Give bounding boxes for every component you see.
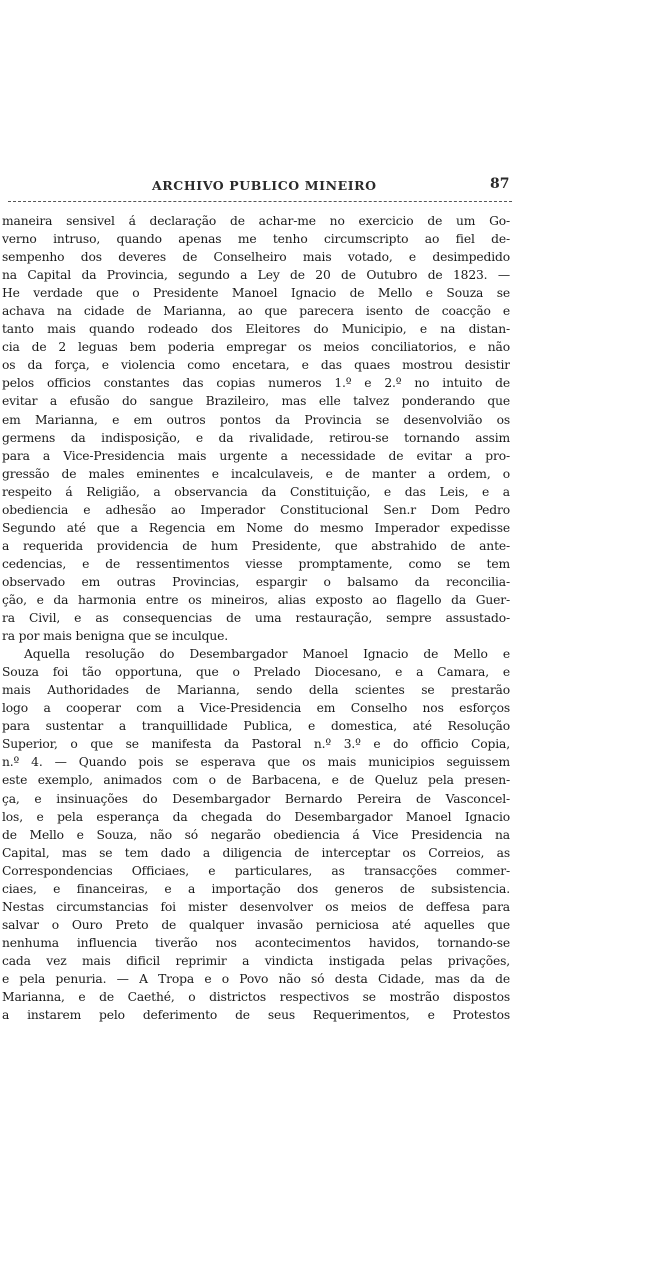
- text-line: ra Civil, e as consequencias de uma restauração, sempre assustado-: [2, 611, 510, 626]
- text-line: germens da indisposição, e da rivalidade, retirou-se tornando assim: [2, 430, 510, 445]
- text-line: Correspondencias Officiaes, e particulares, as transacções commer-: [2, 863, 510, 878]
- text-line: nenhuma influencia tiverão nos acontecimentos havidos, tornando-se: [2, 935, 510, 950]
- text-line: n.º 4. — Quando pois se esperava que os mais municipios seguissem: [2, 755, 510, 770]
- text-line: a requerida providencia de hum Presidente, que abstrahido de ante-: [2, 538, 510, 553]
- text-line: Superior, o que se manifesta da Pastoral n.º 3.º e do officio Copia,: [2, 737, 510, 752]
- text-line: na Capital da Provincia, segundo a Ley de 20 de Outubro de 1823. —: [2, 268, 510, 283]
- paragraph: [2, 212, 510, 645]
- text-line: Marianna, e de Caethé, o districtos respectivos se mostrão dispostos: [2, 990, 510, 1005]
- text-line: salvar o Ouro Preto de qualquer invasão perniciosa até aquelles que: [2, 917, 510, 932]
- text-line: pelos officios constantes das copias numeros 1.º e 2.º no intuito de: [2, 376, 510, 391]
- header-title: ARCHIVO PUBLICO MINEIRO: [152, 178, 377, 193]
- text-line: los, e pela esperança da chegada do Desembargador Manoel Ignacio: [2, 809, 510, 824]
- text-line: logo a cooperar com a Vice-Presidencia em Conselho nos esforços: [2, 701, 510, 716]
- text-line: observado em outras Provincias, espargir o balsamo da reconcilia-: [2, 574, 510, 589]
- text-line: Segundo até que a Regencia em Nome do mesmo Imperador expedisse: [2, 520, 510, 535]
- text-line: sempenho dos deveres de Conselheiro mais votado, e desimpedido: [2, 250, 510, 265]
- text-line: obediencia e adhesão ao Imperador Constitucional Sen.r Dom Pedro: [2, 502, 510, 517]
- text-line: mais Authoridades de Marianna, sendo della scientes se prestarão: [2, 683, 510, 698]
- text-line: e pela penuria. — A Tropa e o Povo não só desta Cidade, mas da de: [2, 971, 510, 986]
- text-line: em Marianna, e em outros pontos da Provincia se desenvolvião os: [2, 412, 510, 427]
- text-line: de Mello e Souza, não só negarão obediencia á Vice Presidencia na: [2, 827, 510, 842]
- body-text: [2, 210, 510, 1024]
- text-line: ção, e da harmonia entre os mineiros, alias exposto ao flagello da Guer-: [2, 592, 510, 607]
- text-line: ciaes, e financeiras, e a importação dos generos de subsistencia.: [2, 881, 510, 896]
- running-header: [0, 178, 651, 200]
- text-line: este exemplo, animados com o de Barbacena, e de Queluz pela presen-: [2, 773, 510, 788]
- text-line: Capital, mas se tem dado a diligencia de interceptar os Correios, as: [2, 845, 510, 860]
- text-line: cia de 2 leguas bem poderia empregar os meios conciliatorios, e não: [2, 340, 510, 355]
- header-rule: [8, 201, 512, 202]
- text-line: para sustentar a tranquillidade Publica, e domestica, até Resolução: [2, 719, 510, 734]
- paragraph: [2, 645, 510, 1024]
- text-line: maneira sensivel á declaração de achar-me no exercicio de um Go-: [2, 214, 510, 228]
- text-line: ça, e insinuações do Desembargador Bernardo Pereira de Vasconcel-: [2, 791, 510, 806]
- text-line: evitar a efusão do sangue Brazileiro, mas elle talvez ponderando que: [2, 394, 510, 409]
- text-line: He verdade que o Presidente Manoel Ignacio de Mello e Souza se: [2, 286, 510, 301]
- text-line: verno intruso, quando apenas me tenho circumscripto ao fiel de-: [2, 232, 510, 247]
- text-line: cedencias, e de ressentimentos viesse promptamente, como se tem: [2, 556, 510, 571]
- text-line: os da força, e violencia como encetara, e das quaes mostrou desistir: [2, 358, 510, 373]
- text-line: respeito á Religião, a observancia da Constituição, e das Leis, e a: [2, 484, 510, 499]
- text-line: a instarem pelo deferimento de seus Requerimentos, e Protestos: [2, 1008, 510, 1023]
- text-line: Souza foi tão opportuna, que o Prelado Diocesano, e a Camara, e: [2, 665, 510, 680]
- text-line: Aquella resolução do Desembargador Manoel Ignacio de Mello e: [24, 647, 510, 662]
- text-line: para a Vice-Presidencia mais urgente a necessidade de evitar a pro-: [2, 448, 510, 463]
- text-line: cada vez mais dificil reprimir a vindicta instigada pelas privações,: [2, 953, 510, 968]
- text-line: gressão de males eminentes e incalculaveis, e de manter a ordem, o: [2, 466, 510, 481]
- text-line: Nestas circumstancias foi mister desenvolver os meios de deffesa para: [2, 899, 510, 914]
- page-number: 87: [490, 176, 510, 192]
- text-line: achava na cidade de Marianna, ao que parecera isento de coacção e: [2, 304, 510, 319]
- text-line: tanto mais quando rodeado dos Eleitores do Municipio, e na distan-: [2, 322, 510, 337]
- text-line: ra por mais benigna que se inculque.: [2, 629, 229, 644]
